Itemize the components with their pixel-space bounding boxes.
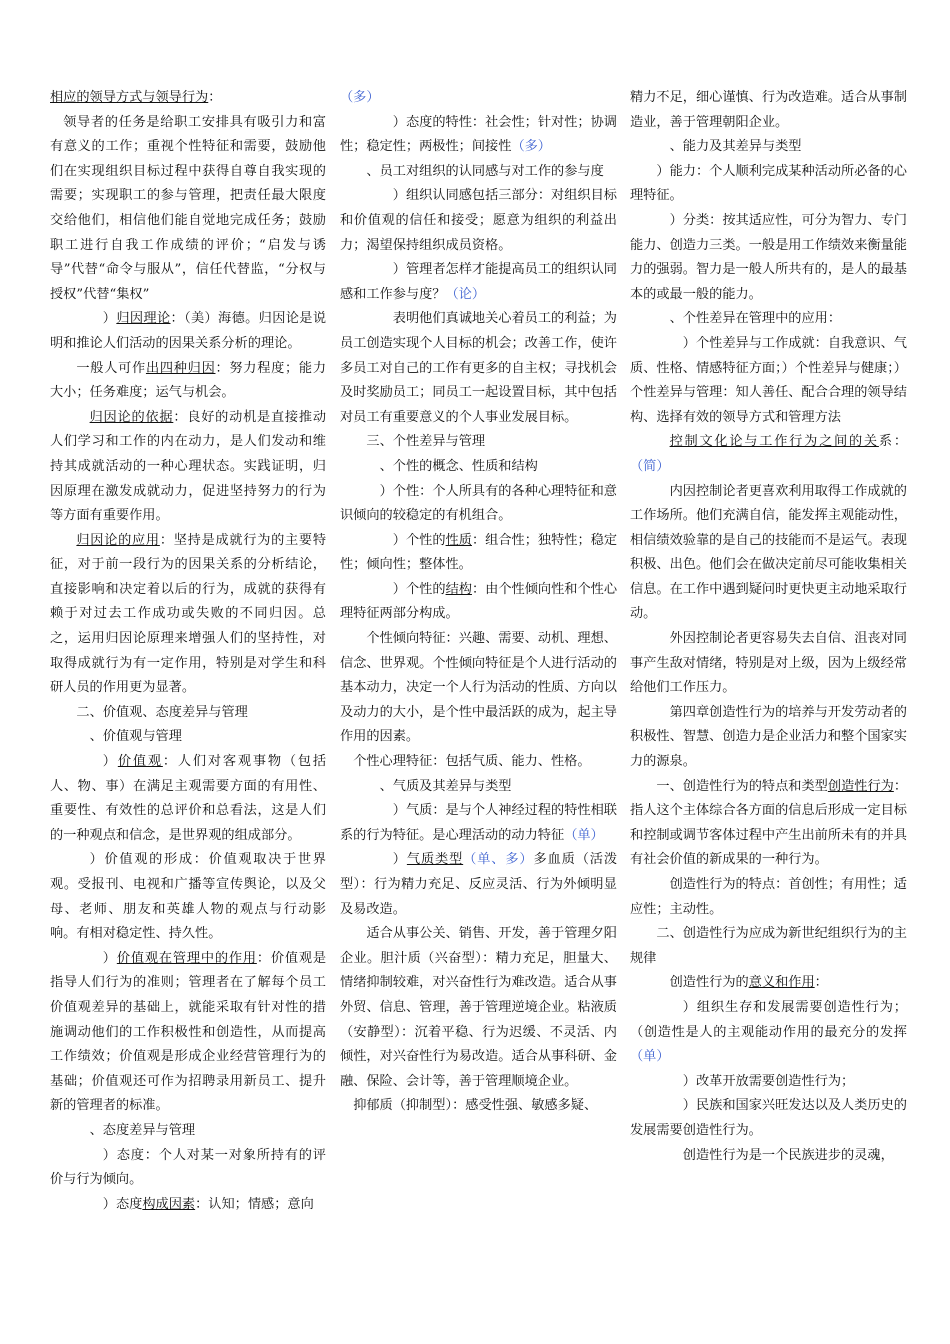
paragraph <box>630 135 907 160</box>
text-run: 精力不足，细心谨慎、行为改造难。适合从事制造业，善于管理朝阳企业。 <box>630 90 907 130</box>
text-run: ：指人这个主体综合各方面的信息后形成一定目标和控制或调节客体过程中产生出前所未有的并具有社会价值的新成果的一种行为。 <box>630 778 908 868</box>
text-run: ）能力：个人顺利完成某种活动所必备的心理特征。 <box>630 163 907 204</box>
paragraph <box>50 1144 326 1193</box>
paragraph <box>50 357 326 406</box>
text-run: ） <box>102 311 117 327</box>
text-run: ） <box>392 852 407 868</box>
paragraph <box>340 578 617 627</box>
text-run: ：价值观是指导人们行为的准则；管理者在了解每个员工价值观差异的基础上，就能采取有针对性的措施调动他们的工作积极性和创造性，从而提高工作绩效；价值观是形成企业经营管理行为的基础；价值观还可作为招聘录用新员工、提升新的管理者的标准。 <box>50 950 327 1114</box>
column-right <box>630 86 907 1168</box>
paragraph <box>50 111 326 308</box>
underlined-term: 归因论的依据 <box>89 409 174 425</box>
text-run: ）个性：个人所具有的各种心理特征和意识倾向的较稳定的有机组合。 <box>340 483 617 524</box>
paragraph <box>630 701 907 775</box>
text-run: ）态度：个人对某一对象所持有的评价与行为倾向。 <box>50 1147 326 1188</box>
paragraph <box>50 750 326 848</box>
text-run: 、气质及其差异与类型 <box>379 778 512 794</box>
paragraph <box>50 701 326 726</box>
paragraph <box>50 86 326 111</box>
paragraph <box>630 480 907 628</box>
text-run: ）气质：是与个人神经过程的特性相联系的行为特征。是心理活动的动力特征 <box>340 803 617 843</box>
text-run: 创造性行为的特点：首创性；有用性；适应性；主动性。 <box>630 877 907 917</box>
paragraph <box>630 922 907 971</box>
paragraph <box>630 307 907 332</box>
paragraph <box>630 775 907 873</box>
text-run: 、态度差异与管理 <box>89 1122 196 1138</box>
paragraph <box>630 430 907 479</box>
text-run: 、个性差异在管理中的应用： <box>669 311 842 327</box>
paragraph <box>50 406 326 529</box>
paragraph <box>340 160 617 185</box>
paragraph <box>630 1070 907 1095</box>
underlined-term: 出四种归因 <box>145 360 216 376</box>
paragraph <box>50 947 326 1119</box>
paragraph <box>340 922 617 1094</box>
paragraph <box>340 455 617 480</box>
paragraph <box>630 86 907 135</box>
underlined-term: 性质 <box>445 532 472 548</box>
text-run: 个性心理特征：包括气质、能力、性格。 <box>353 754 591 770</box>
underlined-term: 归因理论 <box>116 311 171 327</box>
question-type-tag: （简） <box>630 458 670 474</box>
text-run: 抑郁质（抑制型）：感受性强、敏感多疑、 <box>353 1098 598 1114</box>
underlined-term: 控制文化论与工作行为之间的关 <box>669 434 879 450</box>
question-type-tag: （单、多） <box>463 852 534 868</box>
text-run: ）组织认同感包括三部分：对组织目标和价值观的信任和接受；愿意为组织的利益出力；渴望保持组织成员资格。 <box>340 188 617 253</box>
text-run: 创造性行为的 <box>669 975 749 991</box>
paragraph <box>630 160 907 209</box>
text-run: 内因控制论者更喜欢利用取得工作成就的工作场所。他们充满自信，能发挥主观能动性，相信绩效验靠的是自己的技能而不是运气。表现积极、出色。他们会在做决定前尽可能收集相关信息。在工作中遇到疑问时更快更主动地采取行动。 <box>630 483 907 622</box>
text-run: ）价值观的形成：价值观取决于世界观。受报刊、电视和广播等宣传舆论，以及父母、老师、朋友和英雄人物的观点与行动影响。有相对稳定性、持久性。 <box>50 852 326 942</box>
text-run: ）态度的特性：社会性；针对性；协调性；稳定性；两极性；间接性 <box>340 114 617 155</box>
paragraph <box>340 307 617 430</box>
underlined-term: 意义和作用 <box>748 975 815 991</box>
text-run: ）个性的 <box>392 532 446 548</box>
text-run: ）态度 <box>102 1196 143 1212</box>
question-type-tag: （单） <box>630 1049 670 1065</box>
text-run: ：坚持是成就行为的主要特征，对于前一段行为的因果关系的分析结论，直接影响和决定着以后的行为，成就的获得有赖于对过去工作成功或失败的不同归因。总之，运用归因论原理来增强人们的坚持性，对取得成就行为有一定作用，特别是对学生和科研人员的作用更为显著。 <box>50 532 327 696</box>
text-run: 系： <box>878 434 908 450</box>
paragraph <box>340 1094 617 1119</box>
paragraph <box>630 332 907 430</box>
text-run: ：努力程度；能力大小；任务难度；运气与机会。 <box>50 360 327 401</box>
question-type-tag: （多） <box>340 90 380 105</box>
paragraph <box>340 848 617 922</box>
paragraph <box>340 258 617 307</box>
underlined-term: 价值观在管理中的作用 <box>116 950 257 966</box>
paragraph <box>50 1119 326 1144</box>
text-run: ） <box>102 754 118 770</box>
paragraph <box>50 725 326 750</box>
text-run: ：人们对客观事物（包括人、物、事）在满足主观需要方面的有用性、重要性、有效性的总评价和总看法，这是人们的一种观点和信念，是世界观的组成部分。 <box>50 754 327 843</box>
text-run: 外因控制论者更容易失去自信、沮丧对同事产生敌对情绪，特别是对上级，因为上级经常给他们工作压力。 <box>630 631 907 696</box>
text-run: ）个性差异与工作成就：自我意识、气质、性格、情感特征方面；）个性差异与健康；）个性差异与管理：知人善任、配合合理的领导结构、选择有效的领导方式和管理方法 <box>630 335 907 425</box>
text-run: 适合从事公关、销售、开发，善于管理夕阳企业。胆汁质（兴奋型）：精力充足，胆量大、情绪抑制较难，对兴奋性行为难改造。适合从事外贸、信息、管理，善于管理逆境企业。粘液质（安静型）：沉着平稳、行为迟缓、不灵活、内倾性，对兴奋性行为易改造。适合从事科研、金融、保险、会计等，善于管理顺境企业。 <box>340 926 617 1089</box>
paragraph <box>630 627 907 701</box>
paragraph <box>50 1193 326 1218</box>
text-run: ）管理者怎样才能提高员工的组织认同感和工作参与度？ <box>340 262 617 302</box>
text-run: 、能力及其差异与类型 <box>669 139 802 155</box>
text-run: 二、价值观、态度差异与管理 <box>76 704 248 720</box>
paragraph <box>340 750 617 775</box>
paragraph <box>630 1144 907 1169</box>
text-run: ： <box>814 975 828 991</box>
text-run: 三、个性差异与管理 <box>366 434 486 450</box>
question-type-tag: （论） <box>445 286 486 302</box>
paragraph <box>340 529 617 578</box>
underlined-term: 相应的领导方式与领导行为 <box>50 90 209 105</box>
paragraph <box>630 996 907 1070</box>
paragraph <box>50 307 326 356</box>
underlined-term: 结构 <box>445 581 472 597</box>
text-run: ）个性的 <box>392 581 446 597</box>
paragraph <box>340 184 617 258</box>
text-run: ：认知；情感；意向 <box>195 1196 314 1212</box>
paragraph <box>630 209 907 307</box>
text-run: 、员工对组织的认同感与对工作的参与度 <box>366 163 604 179</box>
paragraph <box>340 430 617 455</box>
text-run: 一般人可作 <box>76 360 146 376</box>
text-run: ：由个性倾向性和个性心理特征两部分构成。 <box>340 581 618 622</box>
underlined-term: 构成因素 <box>142 1196 196 1212</box>
text-run: 第四章创造性行为的培养与开发劳动者的积极性、智慧、创造力是企业活力和整个国家实力的源泉。 <box>630 704 907 770</box>
text-run: 创造性行为是一个民族进步的灵魂， <box>682 1147 894 1163</box>
paragraph <box>630 1094 907 1143</box>
paragraph <box>50 529 326 701</box>
text-run: ：组合性；独特性；稳定性；倾向性；整体性。 <box>340 532 618 573</box>
paragraph <box>340 775 617 800</box>
underlined-term: 创造性行为 <box>827 778 894 794</box>
column-left <box>50 86 326 1217</box>
paragraph <box>340 627 617 750</box>
paragraph <box>630 873 907 922</box>
text-run: ） <box>102 950 117 966</box>
column-middle <box>340 86 617 1119</box>
text-run: ：（美）海德。归因论是说明和推论人们活动的因果关系分析的理论。 <box>50 311 327 351</box>
text-run: ： <box>208 90 222 105</box>
text-run: ）分类：按其适应性，可分为智力、专门能力、创造力三类。一般是用工作绩效来衡量能力的强弱。智力是一般人所共有的，是人的最基本的或最一般的能力。 <box>630 212 907 302</box>
paragraph <box>340 480 617 529</box>
paragraph <box>340 111 617 160</box>
paragraph <box>50 848 326 946</box>
question-type-tag: （单） <box>564 827 604 843</box>
text-run: ：良好的动机是直接推动人们学习和工作的内在动力，是人们发动和维持其成就活动的一种心理状态。实践证明，归因原理在激发成就动力，促进坚持努力的行为等方面有重要作用。 <box>50 409 327 524</box>
underlined-term: 价值观 <box>117 754 163 770</box>
paragraph <box>340 86 617 111</box>
text-run: ）改革开放需要创造性行为； <box>682 1073 855 1089</box>
underlined-term: 气质类型 <box>406 852 464 868</box>
text-run: ）民族和国家兴旺发达以及人类历史的发展需要创造性行为。 <box>630 1098 907 1138</box>
paragraph <box>340 799 617 848</box>
text-run: 二、创造性行为应成为新世纪组织行为的主规律 <box>630 926 907 966</box>
question-type-tag: （多） <box>511 139 551 155</box>
text-run: 表明他们真诚地关心着员工的利益；为员工创造实现个人目标的机会；改善工作，使许多员工对自己的工作有更多的自主权；寻找机会及时奖励员工；同员工一起设置目标，其中包括对员工有重要意义的个人事业发展目标。 <box>340 311 617 425</box>
text-run: 、价值观与管理 <box>89 729 182 745</box>
text-run: 、个性的概念、性质和结构 <box>379 458 538 474</box>
text-run: 个性倾向特征：兴趣、需要、动机、理想、信念、世界观。个性倾向特征是个人进行活动的基本动力，决定一个人行为活动的性质、方向以及动力的大小，是个性中最活跃的成为，起主导作用的因素。 <box>340 631 617 745</box>
paragraph <box>630 971 907 996</box>
underlined-term: 归因论的应用 <box>76 532 160 548</box>
text-run: 多血质（活泼型）：行为精力充足、反应灵活、行为外倾明显及易改造。 <box>340 852 618 917</box>
text-run: ）组织生存和发展需要创造性行为；（创造性是人的主观能动作用的最充分的发挥 <box>630 999 907 1040</box>
text-run: 一、创造性行为的特点和类型 <box>656 778 828 794</box>
text-run: 领导者的任务是给职工安排具有吸引力和富有意义的工作；重视个性特征和需要，鼓励他们在实现组织目标过程中获得自尊自我实现的需要；实现职工的参与管理，把责任最大限度交给他们，相信他们能自觉地完成任务；鼓励职工进行自我工作成绩的评价；“启发与诱导”代替“命令与服从”，信任代替监，“分权与授权”代替“集权” <box>50 114 326 302</box>
